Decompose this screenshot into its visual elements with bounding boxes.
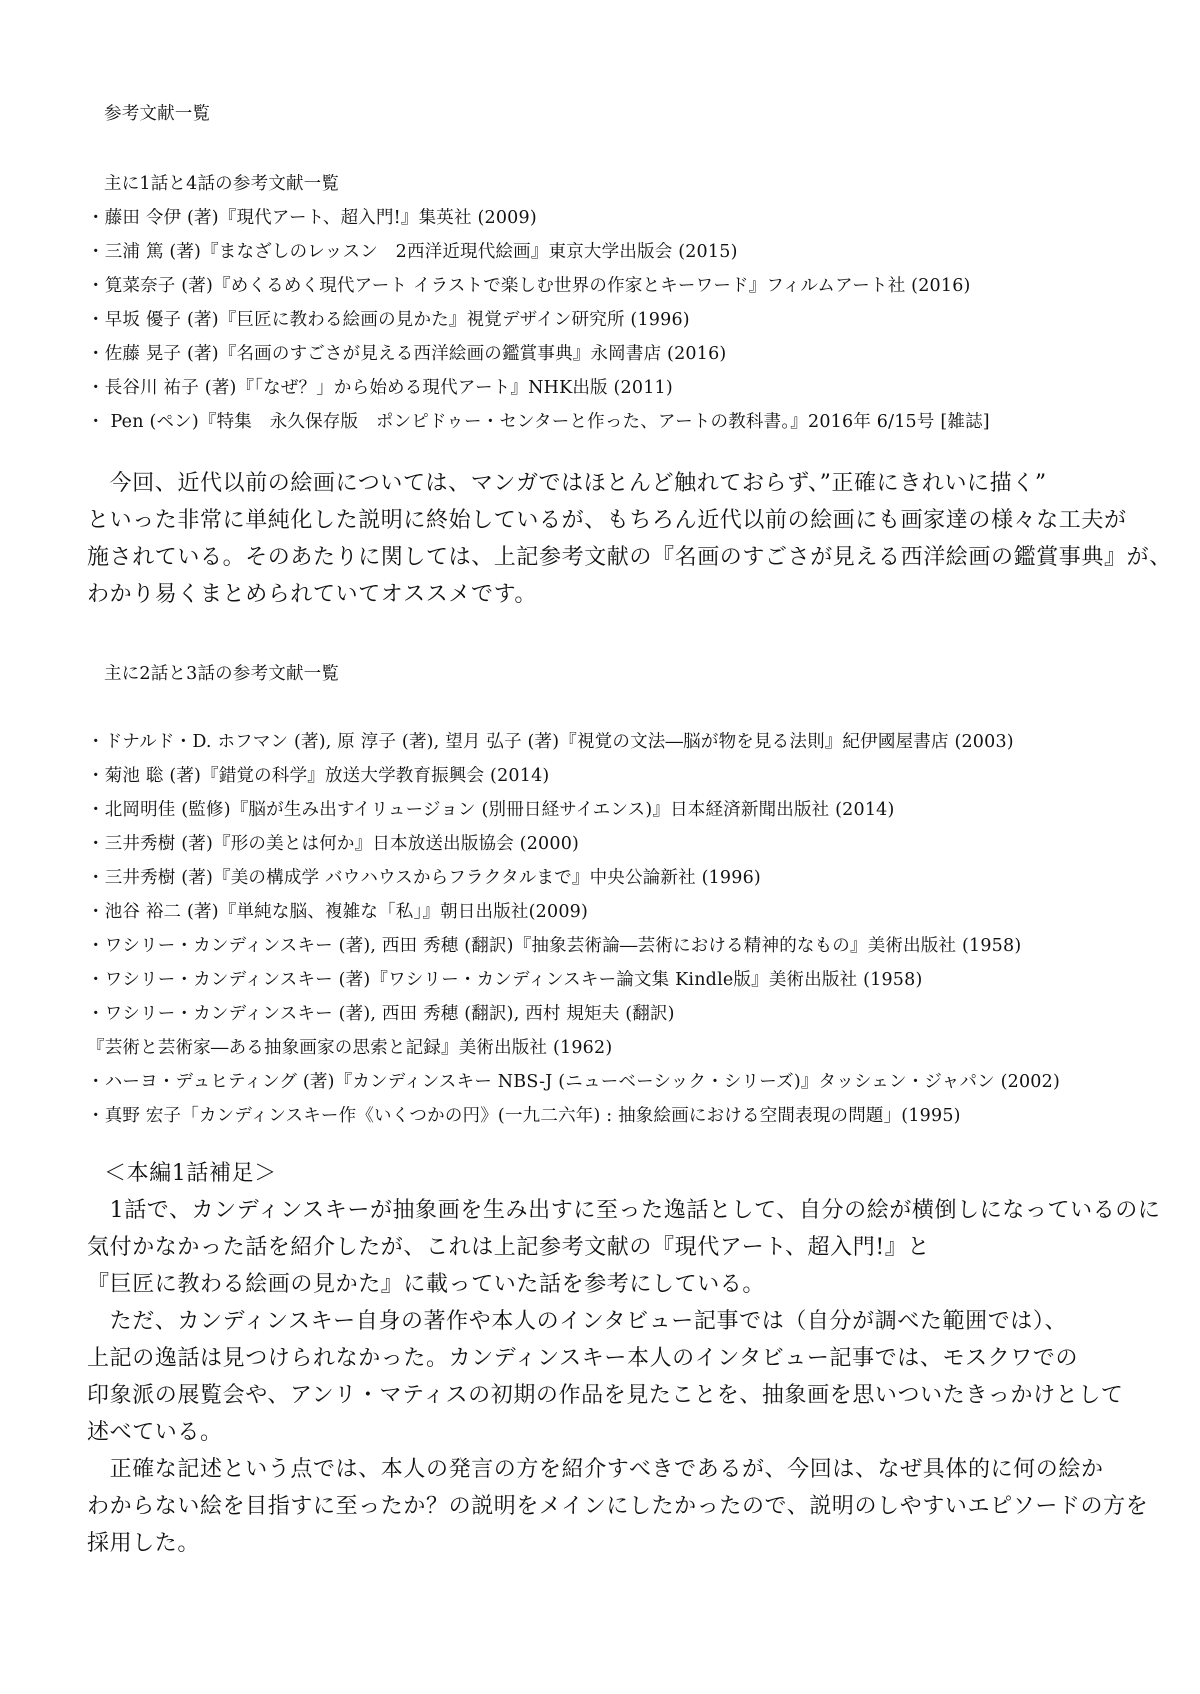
paragraph-line: 採用した。 [87, 1531, 201, 1556]
paragraph-line: 印象派の展覧会や、アンリ・マティスの初期の作品を見たことを、抽象画を思いついたきっかけとして [87, 1383, 1124, 1408]
paragraph-line: 今回、近代以前の絵画については、マンガではほとんど触れておらず、”正確にきれいに描く” [87, 471, 1047, 496]
reference-item: ・真野 宏子「カンディンスキー作《いくつかの円》(一九二六年) : 抽象絵画における空間表現の問題」(1995) [87, 1106, 961, 1126]
supplement-heading: ＜本編1話補足＞ [104, 1161, 277, 1186]
reference-item: ・ワシリー・カンディンスキー (著)『ワシリー・カンディンスキー論文集 Kindle版』美術出版社 (1958) [87, 970, 923, 990]
reference-item: ・筧菜奈子 (著)『めくるめく現代アート イラストで楽しむ世界の作家とキーワード』フィルムアート社 (2016) [87, 276, 971, 296]
paragraph-line: 『巨匠に教わる絵画の見かた』に載っていた話を参考にしている。 [87, 1272, 766, 1297]
reference-item: ・ドナルド・D. ホフマン (著), 原 淳子 (著), 望月 弘子 (著)『視覚の文法―脳が物を見る法則』紀伊國屋書店 (2003) [87, 732, 1014, 752]
paragraph-line: わからない絵を目指すに至ったか？の説明をメインにしたかったので、説明のしやすいエピソードの方を [87, 1494, 1149, 1519]
reference-item: ・三浦 篤 (著)『まなざしのレッスン 2西洋近現代絵画』東京大学出版会 (2015) [87, 242, 738, 262]
paragraph-line: 1話で、カンディンスキーが抽象画を生み出すに至った逸話として、自分の絵が横倒しになっているのに [87, 1198, 1161, 1223]
page-heading: 参考文献一覧 [104, 104, 211, 124]
reference-item: ・ワシリー・カンディンスキー (著), 西田 秀穂 (翻訳), 西村 規矩夫 (翻訳) [87, 1004, 675, 1024]
reference-item: ・北岡明佳 (監修)『脳が生み出すイリュージョン (別冊日経サイエンス)』日本経済新聞出版社 (2014) [87, 800, 895, 820]
reference-item: ・菊池 聡 (著)『錯覚の科学』放送大学教育振興会 (2014) [87, 766, 550, 786]
reference-item: ・ワシリー・カンディンスキー (著), 西田 秀穂 (翻訳)『抽象芸術論―芸術における精神的なもの』美術出版社 (1958) [87, 936, 1022, 956]
paragraph-line: 気付かなかった話を紹介したが、これは上記参考文献の『現代アート、超入門!』と [87, 1235, 931, 1260]
section1-heading: 主に1話と4話の参考文献一覧 [104, 174, 340, 194]
reference-item: ・三井秀樹 (著)『美の構成学 バウハウスからフラクタルまで』中央公論新社 (1996) [87, 868, 761, 888]
reference-item: ・佐藤 晃子 (著)『名画のすごさが見える西洋絵画の鑑賞事典』永岡書店 (2016) [87, 344, 727, 364]
reference-item: ・ハーヨ・デュヒティング (著)『カンディンスキー NBS-J (ニューベーシック・シリーズ)』タッシェン・ジャパン (2002) [87, 1072, 1061, 1092]
reference-item: ・早坂 優子 (著)『巨匠に教わる絵画の見かた』視覚デザイン研究所 (1996) [87, 310, 690, 330]
reference-item: ・長谷川 祐子 (著)『「なぜ？」から始める現代アート』NHK出版 (2011) [87, 378, 673, 398]
paragraph-line: 上記の逸話は見つけられなかった。カンディンスキー本人のインタビュー記事では、モスクワでの [87, 1346, 1079, 1371]
reference-item: 『芸術と芸術家―ある抽象画家の思索と記録』美術出版社 (1962) [87, 1038, 613, 1058]
section2-heading: 主に2話と3話の参考文献一覧 [104, 664, 340, 684]
paragraph-line: わかり易くまとめられていてオススメです。 [87, 582, 538, 607]
paragraph-line: 施されている。そのあたりに関しては、上記参考文献の『名画のすごさが見える西洋絵画の鑑賞事典』が、 [87, 545, 1172, 570]
paragraph-line: 述べている。 [87, 1420, 223, 1445]
paragraph-line: といった非常に単純化した説明に終始しているが、もちろん近代以前の絵画にも画家達の様々な工夫が [87, 508, 1127, 533]
reference-item: ・ Pen (ペン)『特集 永久保存版 ポンピドゥー・センターと作った、アートの教科書。』2016年 6/15号 [雑誌] [87, 412, 990, 432]
reference-item: ・藤田 令伊 (著)『現代アート、超入門!』集英社 (2009) [87, 208, 537, 228]
reference-item: ・池谷 裕二 (著)『単純な脳、複雑な「私」』朝日出版社(2009) [87, 902, 589, 922]
reference-item: ・三井秀樹 (著)『形の美とは何か』日本放送出版協会 (2000) [87, 834, 580, 854]
paragraph-line: ただ、カンディンスキー自身の著作や本人のインタビュー記事では（自分が調べた範囲では）、 [87, 1309, 1068, 1334]
paragraph-line: 正確な記述という点では、本人の発言の方を紹介すべきであるが、今回は、なぜ具体的に何の絵か [87, 1457, 1104, 1482]
